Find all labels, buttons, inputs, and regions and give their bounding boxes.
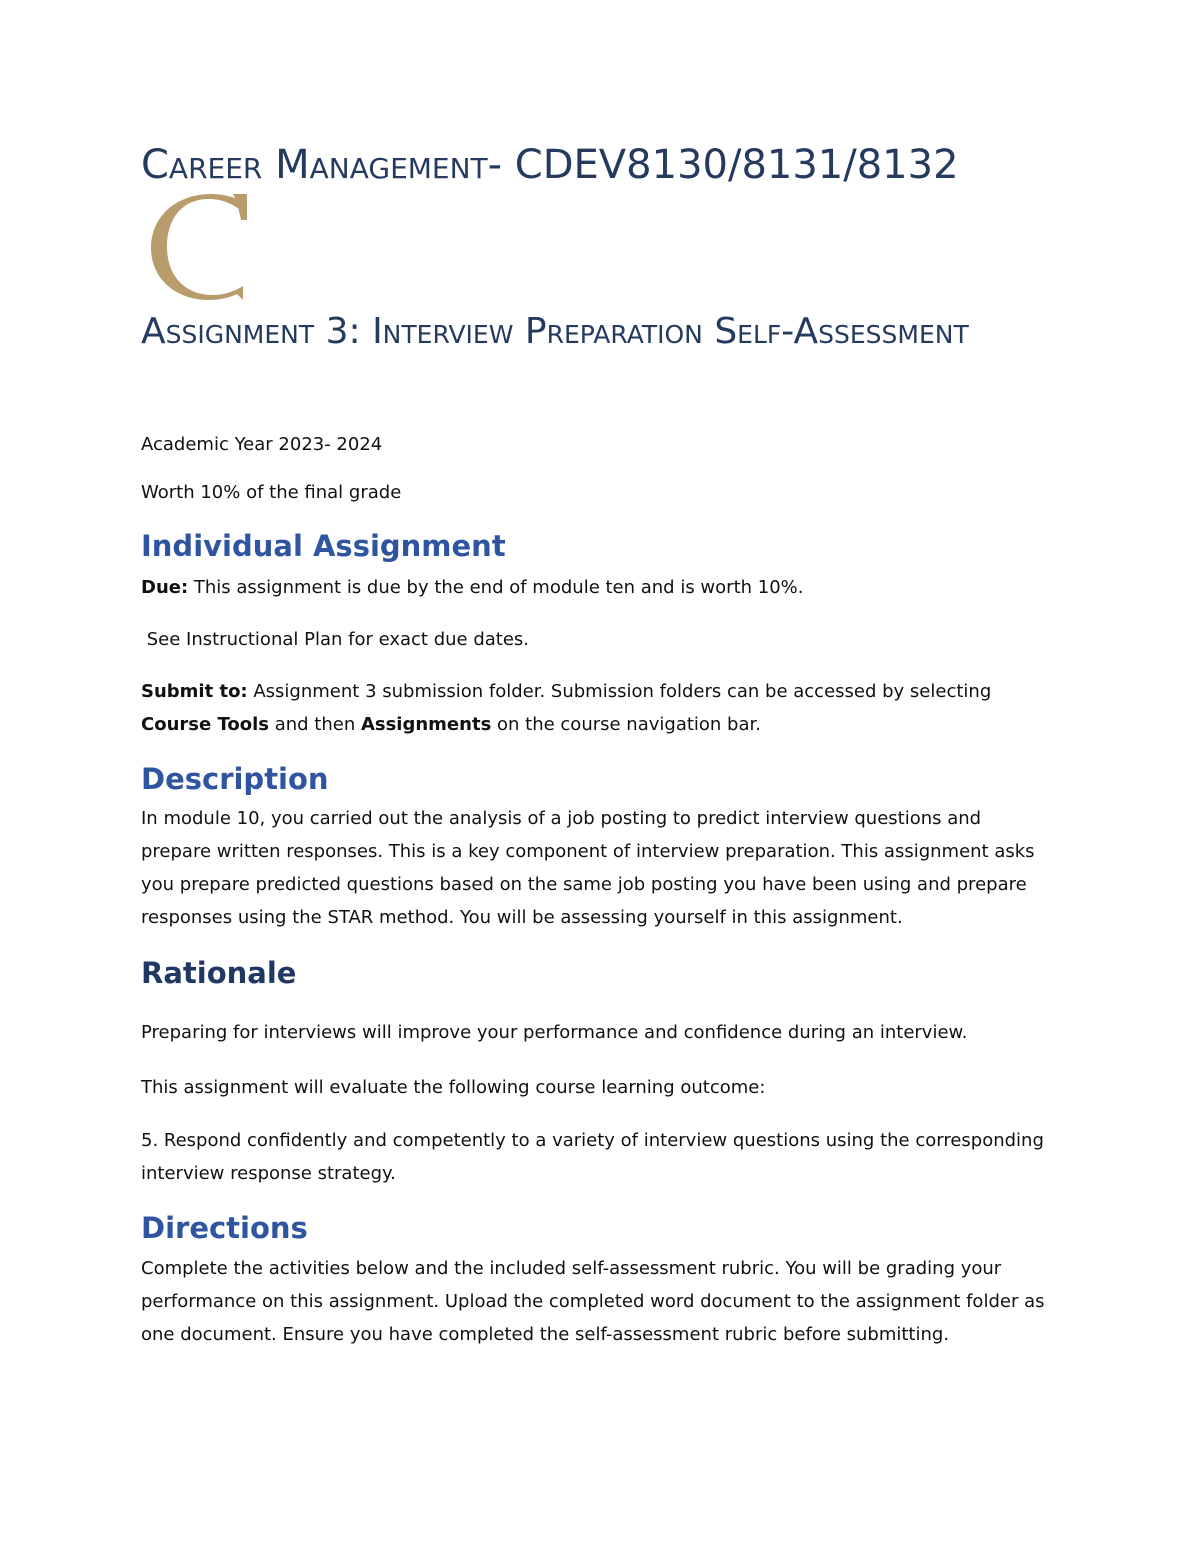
rationale-heading: Rationale [141,956,297,990]
submit-label: Submit to: [141,681,248,702]
rationale-text-2: This assignment will evaluate the following course learning outcome: [141,1077,766,1098]
description-text: In module 10, you carried out the analysis of a job posting to predict interview questions and prepare written responses. This is a key component of interview preparation. This assignment asks you prepare predicted questions based on the same job posting you have been using and prepare responses using the STAR method. You will be assessing yourself in this assignment. [141,808,1035,928]
submit-text-2: on the course navigation bar. [491,714,761,735]
assignments-text: Assignments [360,714,492,735]
and-then-text: and then [268,714,361,735]
worth-text: Worth 10% of the final grade [141,482,402,503]
submit-paragraph [141,675,1056,741]
submit-text-1: Assignment 3 submission folder. Submission folders can be accessed by selecting [247,681,992,702]
logo-letter-c [151,194,243,300]
directions-heading: Directions [141,1211,308,1245]
logo-serif [233,194,247,220]
course-tools-text: Course Tools [141,714,269,735]
college-logo-c-icon [147,192,247,302]
due-text: This assignment is due by the end of module ten and is worth 10%. [188,577,804,598]
learning-outcome: 5. Respond confidently and competently to a variety of interview questions using the corresponding interview response strategy. [141,1130,1044,1184]
assignment-title: Assignment 3: Interview Preparation Self-Assessment [141,311,969,352]
due-paragraph [141,571,1056,604]
individual-assignment-heading: Individual Assignment [141,529,506,563]
due-label: Due: [141,577,189,598]
rationale-text-1: Preparing for interviews will improve your performance and confidence during an interview. [141,1022,968,1043]
academic-year: Academic Year 2023- 2024 [141,434,383,455]
course-title: Career Management- CDEV8130/8131/8132 [141,142,959,188]
see-plan-paragraph: See Instructional Plan for exact due dates. [141,629,530,650]
description-heading: Description [141,762,329,796]
directions-text: Complete the activities below and the included self-assessment rubric. You will be grading your performance on this assignment. Upload the completed word document to the assignment folder as one document. Ensure you have completed the self-assessment rubric before submitting. [141,1258,1045,1345]
